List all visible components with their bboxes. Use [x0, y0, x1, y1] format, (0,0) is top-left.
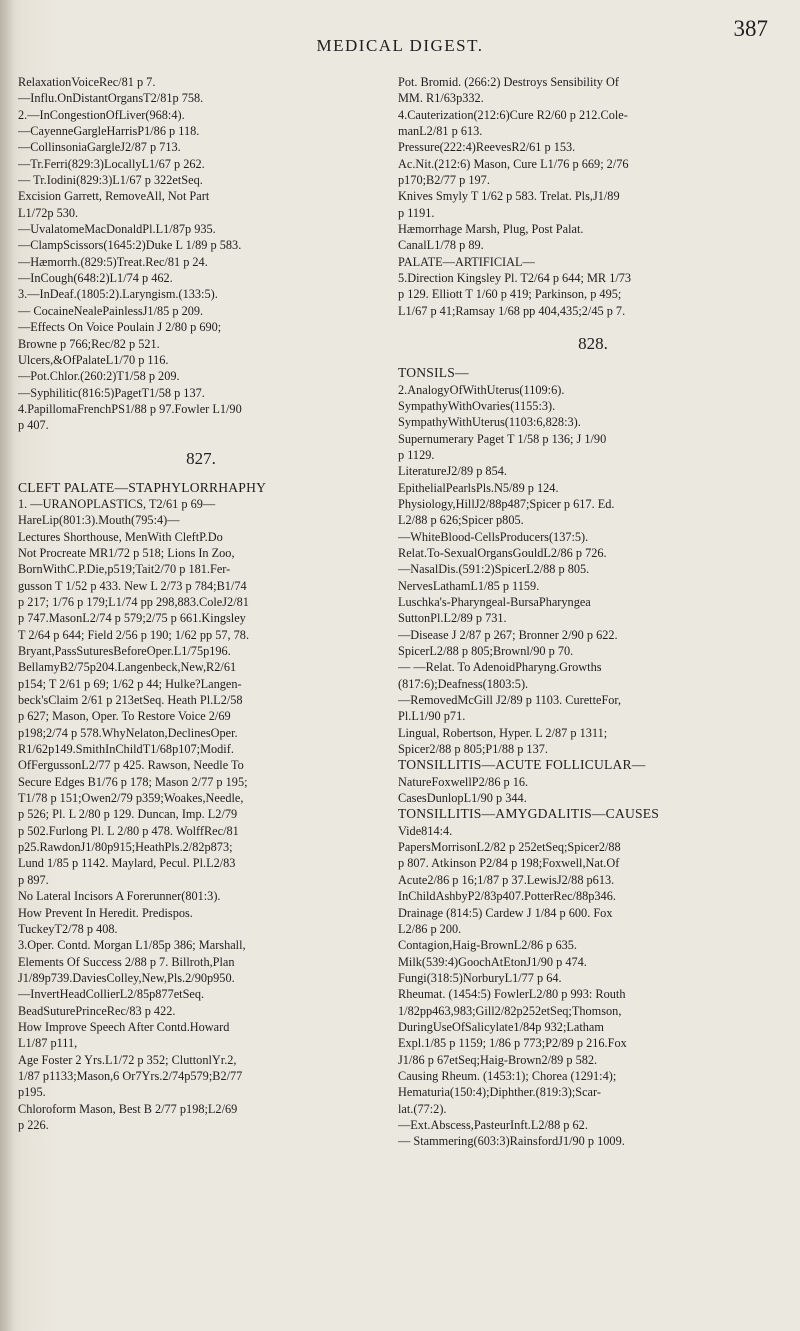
index-line: CanalL1/78 p 89. [398, 238, 484, 253]
index-line: Age Foster 2 Yrs.L1/72 p 352; CluttonlYr.2, [18, 1052, 237, 1067]
index-line: p 627; Mason, Oper. To Restore Voice 2/69 [18, 709, 231, 724]
index-line: L1/72p 530. [18, 205, 79, 220]
index-line: p25.RawdonJ1/80p915;HeathPls.2/82p873; [18, 840, 233, 855]
index-line: Pot. Bromid. (266:2) Destroys Sensibility Of [398, 75, 620, 89]
index-line: NervesLathamL1/85 p 1159. [398, 578, 540, 593]
index-line: p 502.Furlong Pl. L 2/80 p 478. WolffRec/81 [18, 823, 239, 838]
page-header [0, 10, 800, 62]
index-line: Causing Rheum. (1453:1); Chorea (1291:4); [398, 1068, 617, 1083]
index-line: OfFergussonL2/77 p 425. Rawson, Needle To [18, 758, 244, 773]
index-line: p195. [18, 1085, 46, 1100]
index-line: gusson T 1/52 p 433. New L 2/73 p 784;B1/74 [18, 578, 247, 593]
index-line: Rheumat. (1454:5) FowlerL2/80 p 993: Routh [398, 987, 626, 1002]
index-line: Bryant,PassSuturesBeforeOper.L1/75p196. [18, 644, 231, 658]
index-line: How Prevent In Heredit. Predispos. [18, 905, 193, 920]
index-line: BellamyB2/75p204.Langenbeck,New,R2/61 [18, 660, 237, 675]
index-line: —CayenneGargleHarrisP1/86 p 118. [18, 124, 200, 139]
index-line: SuttonPl.L2/89 p 731. [398, 611, 507, 626]
index-line: Lund 1/85 p 1142. Maylard, Pecul. Pl.L2/83 [18, 856, 236, 871]
index-line: p154; T 2/61 p 69; 1/62 p 44; Hulke?Langen- [18, 676, 242, 691]
index-line: Not Procreate MR1/72 p 518; Lions In Zoo, [18, 545, 235, 560]
index-line: —CollinsoniaGargleJ2/87 p 713. [18, 140, 181, 155]
index-line: — Tr.Iodini(829:3)L1/67 p 322etSeq. [18, 173, 203, 188]
index-line: —Hæmorrh.(829:5)Treat.Rec/81 p 24. [18, 254, 208, 269]
index-line: SympathyWithOvaries(1155:3). [398, 398, 556, 413]
index-line: p 1129. [398, 447, 435, 462]
index-line: Supernumerary Paget T 1/58 p 136; J 1/90 [398, 431, 607, 446]
index-line: —Tr.Ferri(829:3)LocallyL1/67 p 262. [18, 156, 205, 171]
index-line: MM. R1/63p332. [398, 91, 484, 106]
index-line: Lectures Shorthouse, MenWith CleftP.Do [18, 529, 223, 544]
index-line: Excision Garrett, RemoveAll, Not Part [18, 189, 210, 204]
index-line: — Stammering(603:3)RainsfordJ1/90 p 1009. [398, 1134, 625, 1149]
index-line: p170;B2/77 p 197. [398, 173, 490, 188]
index-line: p 226. [18, 1117, 49, 1132]
index-line: InChildAshbyP2/83p407.PotterRec/88p346. [398, 889, 616, 904]
index-line: No Lateral Incisors A Forerunner(801:3). [18, 889, 221, 904]
index-line: Ac.Nit.(212:6) Mason, Cure L1/76 p 669; 2/76 [398, 156, 629, 171]
index-line: 5.Direction Kingsley Pl. T2/64 p 644; MR 1/73 [398, 271, 632, 286]
index-line: —InCough(648:2)L1/74 p 462. [18, 271, 173, 286]
index-line: beck'sClaim 2/61 p 213etSeq. Heath Pl.L2/58 [18, 693, 243, 708]
index-line: T 2/64 p 644; Field 2/56 p 190; 1/62 pp 57, 78. [18, 627, 250, 642]
index-line: —Disease J 2/87 p 267; Bronner 2/90 p 622. [398, 627, 618, 642]
index-line: L2/86 p 200. [398, 921, 462, 936]
index-line: —Effects On Voice Poulain J 2/80 p 690; [18, 320, 222, 335]
index-line: —WhiteBlood-CellsProducers(137:5). [398, 529, 589, 544]
index-line: —Ext.Abscess,PasteurInft.L2/88 p 62. [398, 1117, 588, 1132]
index-line: p 897. [18, 872, 49, 887]
index-line: Relat.To-SexualOrgansGouldL2/86 p 726. [398, 545, 607, 560]
index-line: lat.(77:2). [398, 1101, 447, 1116]
index-line: 3.Oper. Contd. Morgan L1/85p 386; Marshall, [18, 938, 246, 953]
index-line: p 1191. [398, 205, 435, 220]
index-line: 4.PapillomaFrenchPS1/88 p 97.Fowler L1/90 [18, 401, 242, 416]
index-line: p 747.MasonL2/74 p 579;2/75 p 661.Kingsley [18, 611, 246, 626]
index-line: Vide814:4. [398, 823, 453, 838]
section-number: 828. [578, 334, 608, 354]
index-line: 1/82pp463,983;Gill2/82p252etSeq;Thomson, [398, 1003, 622, 1018]
index-line: — —Relat. To AdenoidPharyng.Growths [398, 660, 602, 675]
index-line: Acute2/86 p 16;1/87 p 37.LewisJ2/88 p613. [398, 872, 615, 887]
left-column [18, 74, 384, 1133]
index-line: Contagion,Haig-BrownL2/86 p 635. [398, 938, 577, 953]
index-line: How Improve Speech After Contd.Howard [18, 1019, 230, 1034]
index-line: Fungi(318:5)NorburyL1/77 p 64. [398, 970, 562, 985]
index-line: p198;2/74 p 578.WhyNelaton,DeclinesOper. [18, 725, 238, 740]
index-line: Knives Smyly T 1/62 p 583. Trelat. Pls,J1/89 [398, 189, 620, 204]
index-line: —Influ.OnDistantOrgansT2/81p 758. [18, 91, 204, 106]
index-line: p 129. Elliott T 1/60 p 419; Parkinson, p 495; [398, 287, 622, 302]
right-column [398, 74, 788, 1150]
subject-heading: TONSILLITIS—AMYGDALITIS—CAUSES [398, 806, 660, 822]
index-line: DuringUseOfSalicylate1/84p 932;Latham [398, 1019, 604, 1034]
subject-heading: TONSILS— [398, 365, 469, 381]
index-line: SympathyWithUterus(1103:6,828:3). [398, 415, 581, 430]
index-line: Pressure(222:4)ReevesR2/61 p 153. [398, 140, 576, 155]
index-line: —InvertHeadCollierL2/85p877etSeq. [18, 987, 205, 1002]
index-line: p 807. Atkinson P2/84 p 198;Foxwell,Nat.Of [398, 856, 620, 871]
index-line: Ulcers,&OfPalateL1/70 p 116. [18, 352, 169, 367]
index-line: Lingual, Robertson, Hyper. L 2/87 p 1311; [398, 725, 608, 740]
index-line: LiteratureJ2/89 p 854. [398, 464, 507, 479]
subject-heading: CLEFT PALATE—STAPHYLORRHAPHY [18, 479, 267, 495]
index-line: Hematuria(150:4);Diphther.(819:3);Scar- [398, 1085, 601, 1100]
page-number: 387 [733, 16, 768, 41]
index-line: —UvalatomeMacDonaldPl.L1/87p 935. [18, 222, 216, 237]
section-number: 827. [186, 448, 216, 468]
index-line: L2/88 p 626;Spicer p805. [398, 513, 524, 528]
index-line: manL2/81 p 613. [398, 124, 483, 139]
index-line: Secure Edges B1/76 p 178; Mason 2/77 p 195; [18, 774, 248, 789]
index-line: PapersMorrisonL2/82 p 252etSeq;Spicer2/88 [398, 840, 621, 855]
index-line: CasesDunlopL1/90 p 344. [398, 791, 527, 806]
index-line: —NasalDis.(591:2)SpicerL2/88 p 805. [398, 562, 590, 577]
index-line: Physiology,HillJ2/88p487;Spicer p 617. Ed. [398, 496, 615, 511]
index-line: Chloroform Mason, Best B 2/77 p198;L2/69 [18, 1101, 238, 1116]
index-line: L1/87 p111, [18, 1036, 78, 1051]
index-line: 4.Cauterization(212:6)Cure R2/60 p 212.Cole- [398, 107, 628, 122]
index-line: Luschka's-Pharyngeal-BursaPharyngea [398, 594, 591, 609]
index-line: Hæmorrhage Marsh, Plug, Post Palat. [398, 222, 584, 237]
index-line: —Syphilitic(816:5)PagetT1/58 p 137. [18, 385, 205, 400]
index-line: 3.—InDeaf.(1805:2).Laryngism.(133:5). [18, 287, 218, 302]
subject-heading: TONSILLITIS—ACUTE FOLLICULAR— [398, 757, 646, 773]
index-line: J1/86 p 67etSeq;Haig-Brown2/89 p 582. [398, 1052, 598, 1067]
index-line: RelaxationVoiceRec/81 p 7. [18, 75, 156, 89]
running-title: MEDICAL DIGEST. [316, 36, 484, 55]
index-line: J1/89p739.DaviesColley,New,Pls.2/90p950. [18, 970, 235, 985]
index-line: Pl.L1/90 p71. [398, 709, 466, 724]
index-line: BeadSuturePrinceRec/83 p 422. [18, 1003, 176, 1018]
index-line: Elements Of Success 2/88 p 7. Billroth,Plan [18, 954, 235, 969]
index-line: Drainage (814:5) Cardew J 1/84 p 600. Fox [398, 905, 613, 920]
index-line: Browne p 766;Rec/82 p 521. [18, 336, 160, 351]
index-line: 1/87 p1133;Mason,6 Or7Yrs.2/74p579;B2/77 [18, 1068, 243, 1083]
index-line: R1/62p149.SmithInChildT1/68p107;Modif. [18, 742, 234, 757]
book-spine-shadow [0, 0, 14, 1331]
index-line: —RemovedMcGill J2/89 p 1103. CuretteFor, [398, 693, 622, 708]
index-line: PALATE—ARTIFICIAL— [398, 254, 535, 269]
index-line: EpithelialPearlsPls.N5/89 p 124. [398, 480, 559, 495]
index-line: T1/78 p 151;Owen2/79 p359;Woakes,Needle, [18, 791, 244, 806]
index-line: —Pot.Chlor.(260:2)T1/58 p 209. [18, 369, 180, 384]
index-line: SpicerL2/88 p 805;Brownl/90 p 70. [398, 644, 574, 658]
index-line: 1. —URANOPLASTICS, T2/61 p 69— [18, 496, 216, 511]
index-line: HareLip(801:3).Mouth(795:4)— [18, 513, 180, 528]
index-line: (817:6);Deafness(1803:5). [398, 676, 529, 691]
index-line: p 407. [18, 418, 49, 433]
index-line: BornWithC.P.Die,p519;Tait2/70 p 181.Fer- [18, 562, 231, 577]
index-line: Milk(539:4)GoochAtEtonJ1/90 p 474. [398, 954, 587, 969]
index-line: L1/67 p 41;Ramsay 1/68 pp 404,435;2/45 p 7. [398, 303, 626, 318]
index-line: 2.AnalogyOfWithUterus(1109:6). [398, 382, 565, 397]
index-line: p 526; Pl. L 2/80 p 129. Duncan, Imp. L2/79 [18, 807, 238, 822]
index-line: NatureFoxwellP2/86 p 16. [398, 774, 529, 789]
index-line: p 217; 1/76 p 179;L1/74 pp 298,883.ColeJ2/81 [18, 594, 249, 609]
index-line: Spicer2/88 p 805;P1/88 p 137. [398, 742, 548, 757]
index-line: — CocaineNealePainlessJ1/85 p 209. [18, 303, 204, 318]
index-line: Expl.1/85 p 1159; 1/86 p 773;P2/89 p 216.Fox [398, 1036, 627, 1051]
index-line: 2.—InCongestionOfLiver(968:4). [18, 107, 185, 122]
index-line: TuckeyT2/78 p 408. [18, 921, 118, 936]
index-line: —ClampScissors(1645:2)Duke L 1/89 p 583. [18, 238, 242, 253]
